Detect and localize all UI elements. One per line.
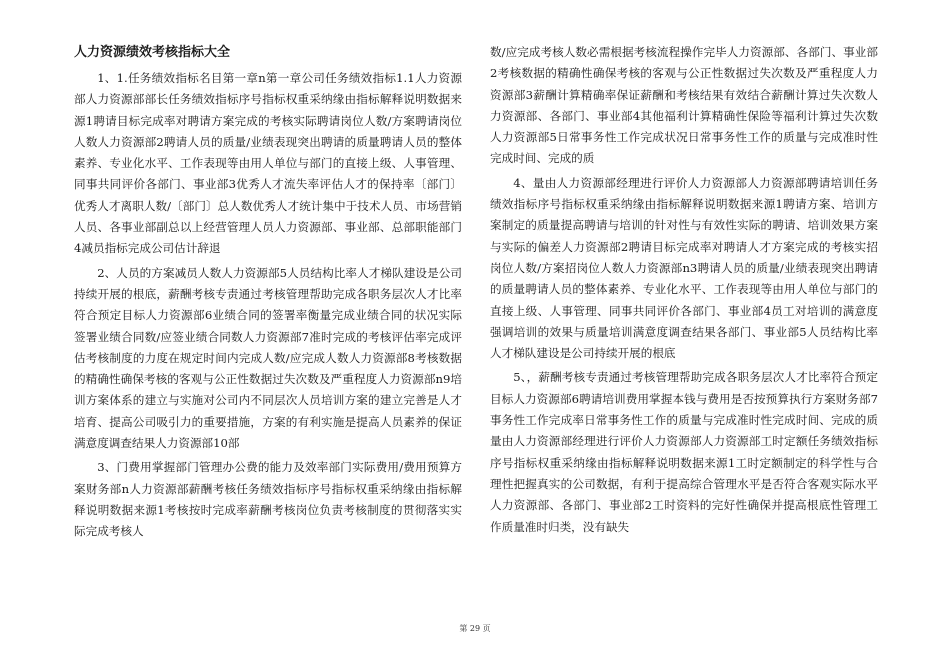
paragraph-2: 2、人员的方案减员人数人力资源部5人员结构比率人才梯队建设是公司持续开展的根底，薪酬考核专责通过考核管理帮助完成各职务层次人才比率符合预定目标人力资源部6业绩合同的签署率衡量完成业绩合同的状况实际签署业绩合同数/应签业绩合同数人力资源部7准时完成的考核评估率完成评估考核制度的力度在规定时间内完成人数/应完成人数人力资源部8考核数据的精确性确保考核的客观与公正性数据过失次数及严重程度人力资源部n9培训方案体系的建立与实施对公司内不同层次人员培训方案的建立完善是人才培育、提高公司吸引力的重要措施，方案的有利实施是提高人员素养的保证满意度调查结果人力资源部10部	[74, 265, 462, 451]
paragraph-3: 3、门费用掌握部门管理办公费的能力及效率部门实际费用/费用预算方案财务部n人力资源部薪酬考核任务绩效指标序号指标权重采纳缘由指标解释说明数据来源1考核按时完成率薪酬考核岗位负责考核制度的贯彻落实实际完成考核人	[74, 460, 462, 539]
left-column	[74, 42, 462, 546]
paragraph-1: 1、1.任务绩效指标名目第一章n第一章公司任务绩效指标1.1人力资源部人力资源部部长任务绩效指标序号指标权重采纳缘由指标解释说明数据来源1聘请目标完成率对聘请方案完成的考核实际聘请岗位人数/方案聘请岗位人数人力资源部2聘请人员的质量/业绩表现突出聘请的质量聘请人员的整体素养、专业化水平、工作表现等由用人单位与部门的直接上级、人事管理、同事共同评价各部门、事业部3优秀人才流失率评估人才的保持率〔部门〕优秀人才离职人数/〔部门〕总人数优秀人才统计集中于技术人员、市场营销人员、各事业部副总以上经营管理人员人力资源部、事业部、总部职能部门4减员指标完成公司估计辞退	[74, 71, 462, 256]
paragraph-3-continued: 数/应完成考核人数必需根据考核流程操作完毕人力资源部、各部门、事业部2考核数据的精确性确保考核的客观与公正性数据过失次数及严重程度人力资源部3薪酬计算精确率保证薪酬和考核结果有效结合薪酬计算过失次数人力资源部、各部门、事业部4其他福利计算精确性保险等福利计算过失次数人力资源部5日常事务性工作完成状况日常事务性工作的质量与完成准时性完成时间、完成的质	[490, 45, 878, 166]
right-column	[490, 42, 878, 541]
page-number-footer: 第 29 页	[459, 624, 491, 633]
paragraph-5: 5、，薪酬考核专责通过考核管理帮助完成各职务层次人才比率符合预定目标人力资源部6聘请培训费用掌握本钱与费用是否按预算执行方案财务部7事务性工作完成率日常事务性工作的质量与完成准时性完成时间、完成的质量由人力资源部经理进行评价人力资源部人力资源部工时定额任务绩效指标序号指标权重采纳缘由指标解释说明数据来源1工时定额制定的科学性与合理性把握真实的公司数据，有利于提高综合管理水平是否符合客观实际水平人力资源部、各部门、事业部2工时资料的完好性确保并提高根底性管理工作质量准时归类，没有缺失	[490, 370, 878, 534]
paragraph-4: 4、量由人力资源部经理进行评价人力资源部人力资源部聘请培训任务绩效指标序号指标权重采纳缘由指标解释说明数据来源1聘请方案、培训方案制定的质量提高聘请与培训的针对性与有效性实际的聘请、培训效果方案与实际的偏差人力资源部2聘请目标完成率对聘请人才方案完成的考核实招岗位人数/方案招岗位人数人力资源部n3聘请人员的质量/业绩表现突出聘请的质量聘请人员的整体素养、专业化水平、工作表现等由用人单位与部门的直接上级、人事管理、同事共同评价各部门、事业部4员工对培训的满意度强调培训的效果与质量培训满意度调查结果各部门、事业部5人员结构比率人才梯队建设是公司持续开展的根底	[490, 175, 878, 361]
document-title: 人力资源绩效考核指标大全	[74, 45, 231, 60]
